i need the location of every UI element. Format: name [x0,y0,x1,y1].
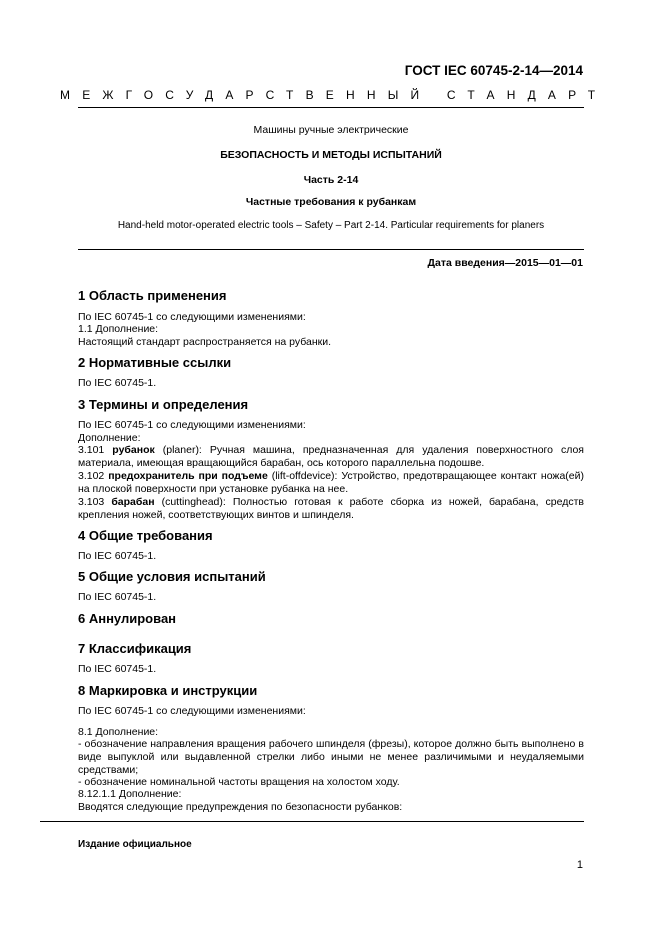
section-8-text: 8.12.1.1 Дополнение: [78,788,182,800]
section-5-text: По IEC 60745-1. [78,591,157,603]
section-1-text: По IEC 60745-1 со следующими изменениями: [78,311,306,323]
section-2-text: По IEC 60745-1. [78,377,157,389]
definition-3-101 [78,444,584,470]
section-8-text: Вводятся следующие предупреждения по безопасности рубанков: [78,801,403,813]
section-8-heading: 8 Маркировка и инструкции [78,683,258,698]
definition-3-102 [78,470,584,496]
definition-number: 3.101 [78,444,113,456]
definition-term: барабан [111,496,155,508]
section-5-heading: 5 Общие условия испытаний [78,569,266,584]
section-3-text: Дополнение: [78,432,141,444]
title-line-3: Часть 2-14 [303,174,359,186]
title-line-2: БЕЗОПАСНОСТЬ И МЕТОДЫ ИСПЫТАНИЙ [220,149,442,161]
definition-number: 3.102 [78,470,109,482]
section-1-heading: 1 Область применения [78,288,227,303]
definition-3-103 [78,496,584,522]
official-edition-label: Издание официальное [78,839,192,850]
section-4-text: По IEC 60745-1. [78,550,157,562]
section-7-heading: 7 Классификация [78,641,192,656]
title-line-4: Частные требования к рубанкам [245,196,417,208]
title-line-1: Машины ручные электрические [253,124,409,136]
interstate-standard-label: МЕЖГОСУДАРСТВЕННЫЙ СТАНДАРТ [60,88,608,102]
page-number: 1 [576,859,583,871]
english-title: Hand-held motor-operated electric tools – Safety – Part 2-14. Particular requirements for planers [117,220,545,231]
section-6-heading: 6 Аннулирован [78,611,177,626]
definition-text: (cuttinghead): Полностью готовая к работе сборка из ножей, барабана, средств крепления ножей, соответствующих винтов и шпинделя. [78,496,584,522]
section-8-list-item: - обозначение номинальной частоты вращения на холостом ходу. [78,776,400,788]
title-divider [78,249,584,250]
standard-number: ГОСТ IEC 60745-2-14—2014 [404,63,583,78]
definition-text: (lift-offdevice): Устройство, предотвращающее контакт ножа(ей) на плоской поверхности при установке рубанка на нее. [78,470,584,496]
section-8-text: По IEC 60745-1 со следующими изменениями: [78,705,306,717]
section-4-heading: 4 Общие требования [78,528,213,543]
section-7-text: По IEC 60745-1. [78,663,157,675]
section-2-heading: 2 Нормативные ссылки [78,355,232,370]
section-3-text: По IEC 60745-1 со следующими изменениями: [78,419,306,431]
section-8-list-item: - обозначение направления вращения рабочего шпинделя (фрезы), которое должно быть выполнено в виде выпуклой или выдавленной стрелки либо иными не менее различимыми и неудаляемыми средствами; [78,738,584,777]
section-1-text: Настоящий стандарт распространяется на рубанки. [78,336,332,348]
header-divider [78,107,584,108]
definition-term: предохранитель при подъеме [108,470,268,482]
definition-term: рубанок [112,444,155,456]
effective-date: Дата введения—2015—01—01 [427,257,583,269]
section-3-heading: 3 Термины и определения [78,397,249,412]
section-1-text: 1.1 Дополнение: [78,323,159,335]
definition-number: 3.103 [78,496,112,508]
section-8-text: 8.1 Дополнение: [78,726,159,738]
definition-text: (planer): Ручная машина, предназначенная для удаления поверхностного слоя материала, имеющая вращающийся барабан, ось которого параллельна подошве. [78,444,584,470]
footer-divider [40,821,584,822]
